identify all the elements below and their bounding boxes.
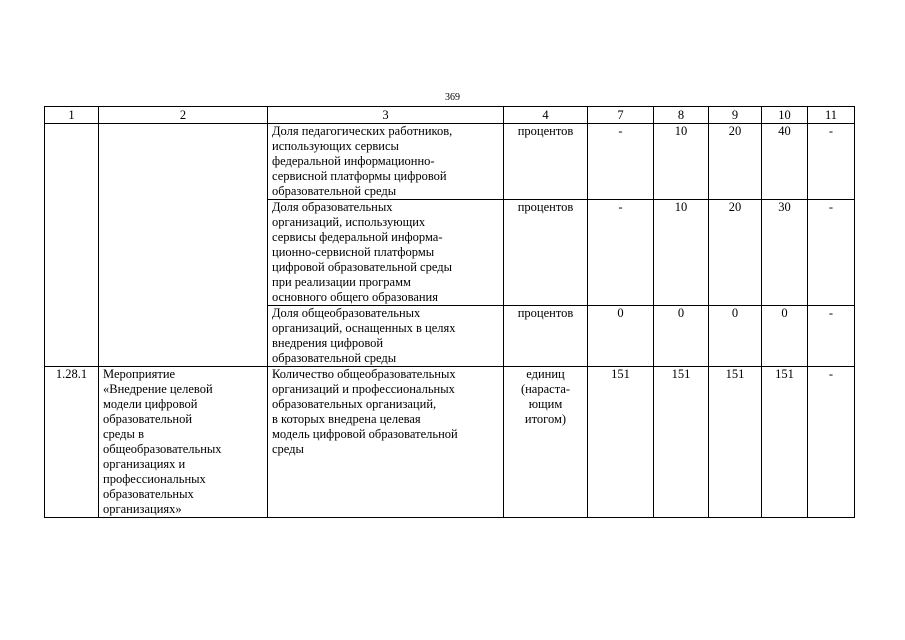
unit-cell: процентов <box>504 124 588 200</box>
indicator-cell: Доля общеобразовательных организаций, оснащенных в целях внедрения цифровой образовательной среды <box>268 306 504 367</box>
header-col-3: 3 <box>268 107 504 124</box>
header-col-2: 2 <box>99 107 268 124</box>
program-indicators-table <box>44 106 855 518</box>
header-col-11: 11 <box>808 107 855 124</box>
unit-cell: процентов <box>504 306 588 367</box>
value-cell-9: 20 <box>709 124 762 200</box>
header-row <box>45 107 855 124</box>
value-cell-11: - <box>808 367 855 518</box>
number-cell: 1.28.1 <box>45 367 99 518</box>
value-cell-7: 151 <box>588 367 654 518</box>
value-cell-8: 10 <box>654 200 709 306</box>
value-cell-11: - <box>808 200 855 306</box>
unit-cell: процентов <box>504 200 588 306</box>
indicator-cell: Доля образовательных организаций, использующих сервисы федеральной информа- ционно-сервисной платформы цифровой образовательной среды при реализации программ основного общего образования <box>268 200 504 306</box>
value-cell-8: 10 <box>654 124 709 200</box>
value-cell-10: 0 <box>762 306 808 367</box>
name-cell-empty <box>99 124 268 367</box>
name-cell: Мероприятие «Внедрение целевой модели цифровой образовательной среды в общеобразовательных организациях и профессиональных образовательных организациях» <box>99 367 268 518</box>
value-cell-11: - <box>808 124 855 200</box>
value-cell-9: 0 <box>709 306 762 367</box>
header-col-9: 9 <box>709 107 762 124</box>
value-cell-9: 20 <box>709 200 762 306</box>
header-col-8: 8 <box>654 107 709 124</box>
header-col-1: 1 <box>45 107 99 124</box>
header-col-4: 4 <box>504 107 588 124</box>
table-row <box>45 367 855 518</box>
value-cell-8: 151 <box>654 367 709 518</box>
number-cell-empty <box>45 124 99 367</box>
value-cell-7: - <box>588 124 654 200</box>
value-cell-10: 151 <box>762 367 808 518</box>
indicator-cell: Количество общеобразовательных организаций и профессиональных образовательных организаций, в которых внедрена целевая модель цифровой образовательной среды <box>268 367 504 518</box>
value-cell-11: - <box>808 306 855 367</box>
value-cell-10: 40 <box>762 124 808 200</box>
value-cell-7: - <box>588 200 654 306</box>
unit-cell: единиц (нараста- ющим итогом) <box>504 367 588 518</box>
value-cell-10: 30 <box>762 200 808 306</box>
table-row <box>45 124 855 200</box>
indicator-cell: Доля педагогических работников, использующих сервисы федеральной информационно- сервисной платформы цифровой образовательной среды <box>268 124 504 200</box>
value-cell-8: 0 <box>654 306 709 367</box>
page-number: 369 <box>445 92 460 103</box>
value-cell-9: 151 <box>709 367 762 518</box>
header-col-7: 7 <box>588 107 654 124</box>
header-col-10: 10 <box>762 107 808 124</box>
value-cell-7: 0 <box>588 306 654 367</box>
